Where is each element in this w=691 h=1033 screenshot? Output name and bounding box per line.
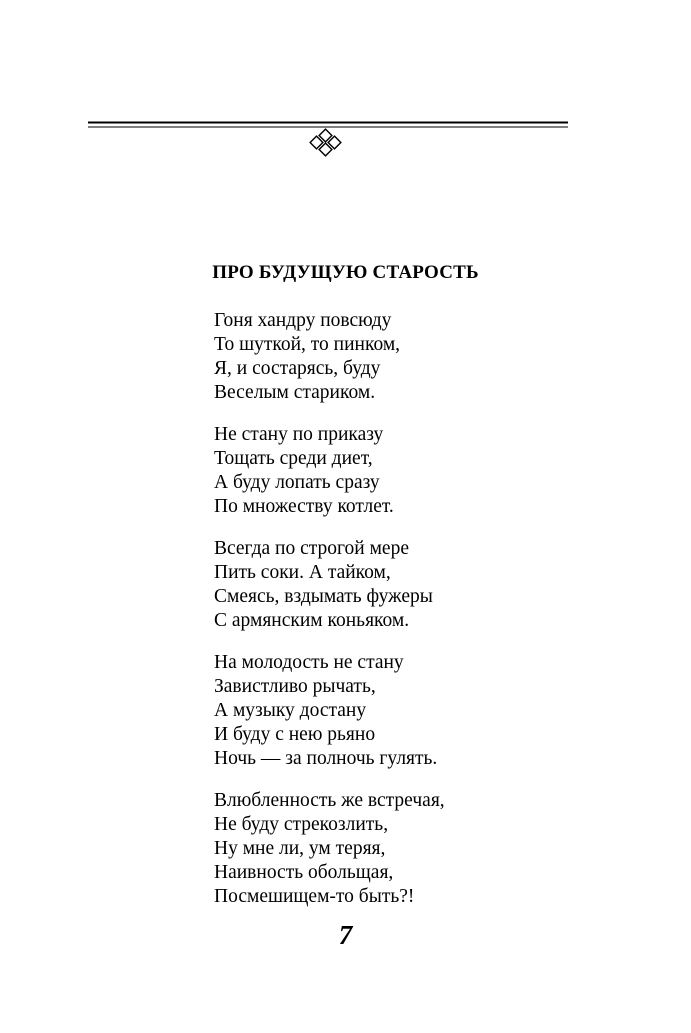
poem-line: Веселым стариком. xyxy=(214,382,376,403)
poem-line: Не стану по приказу xyxy=(214,424,384,445)
poem-line: Всегда по строгой мере xyxy=(214,538,409,559)
poem-line: То шуткой, то пинком, xyxy=(214,334,401,355)
poem-line: А музыку достану xyxy=(214,700,367,721)
poem-line: Не буду стрекозлить, xyxy=(214,814,389,835)
poem-title: ПРО БУДУЩУЮ СТАРОСТЬ xyxy=(212,262,479,283)
poem-line: Гоня хандру повсюду xyxy=(214,310,392,331)
page-number: 7 xyxy=(338,920,353,950)
stanza-4 xyxy=(214,651,594,771)
poem-line: С армянским коньяком. xyxy=(214,610,410,631)
knot-ornament xyxy=(310,129,341,156)
poem-line: Завистливо рычать, xyxy=(214,676,376,697)
poem-line: Наивность обольщая, xyxy=(214,862,394,883)
poem-line: И буду с нею рьяно xyxy=(214,724,376,745)
poem-line: Посмешищем-то быть?! xyxy=(214,886,415,907)
poem-line: Пить соки. А тайком, xyxy=(214,562,391,583)
poem-line: Я, и состарясь, буду xyxy=(214,358,381,379)
knot-divider-icon xyxy=(88,118,568,158)
poem-line: Ну мне ли, ум теряя, xyxy=(214,838,386,859)
poem-line: А буду лопать сразу xyxy=(214,472,380,493)
stanza-5 xyxy=(214,789,594,909)
stanza-3 xyxy=(214,537,594,633)
stanza-1 xyxy=(214,309,594,405)
poem-line: На молодость не стану xyxy=(214,652,404,673)
poem-line: Тощать среди диет, xyxy=(214,448,373,469)
poem-line: Смеясь, вздымать фужеры xyxy=(214,586,433,607)
poem-line: Ночь — за полночь гулять. xyxy=(214,748,438,769)
stanza-2 xyxy=(214,423,594,519)
poem-line: Влюбленность же встречая, xyxy=(214,790,445,811)
poem-line: По множеству котлет. xyxy=(214,496,394,517)
poem-body xyxy=(214,309,594,927)
